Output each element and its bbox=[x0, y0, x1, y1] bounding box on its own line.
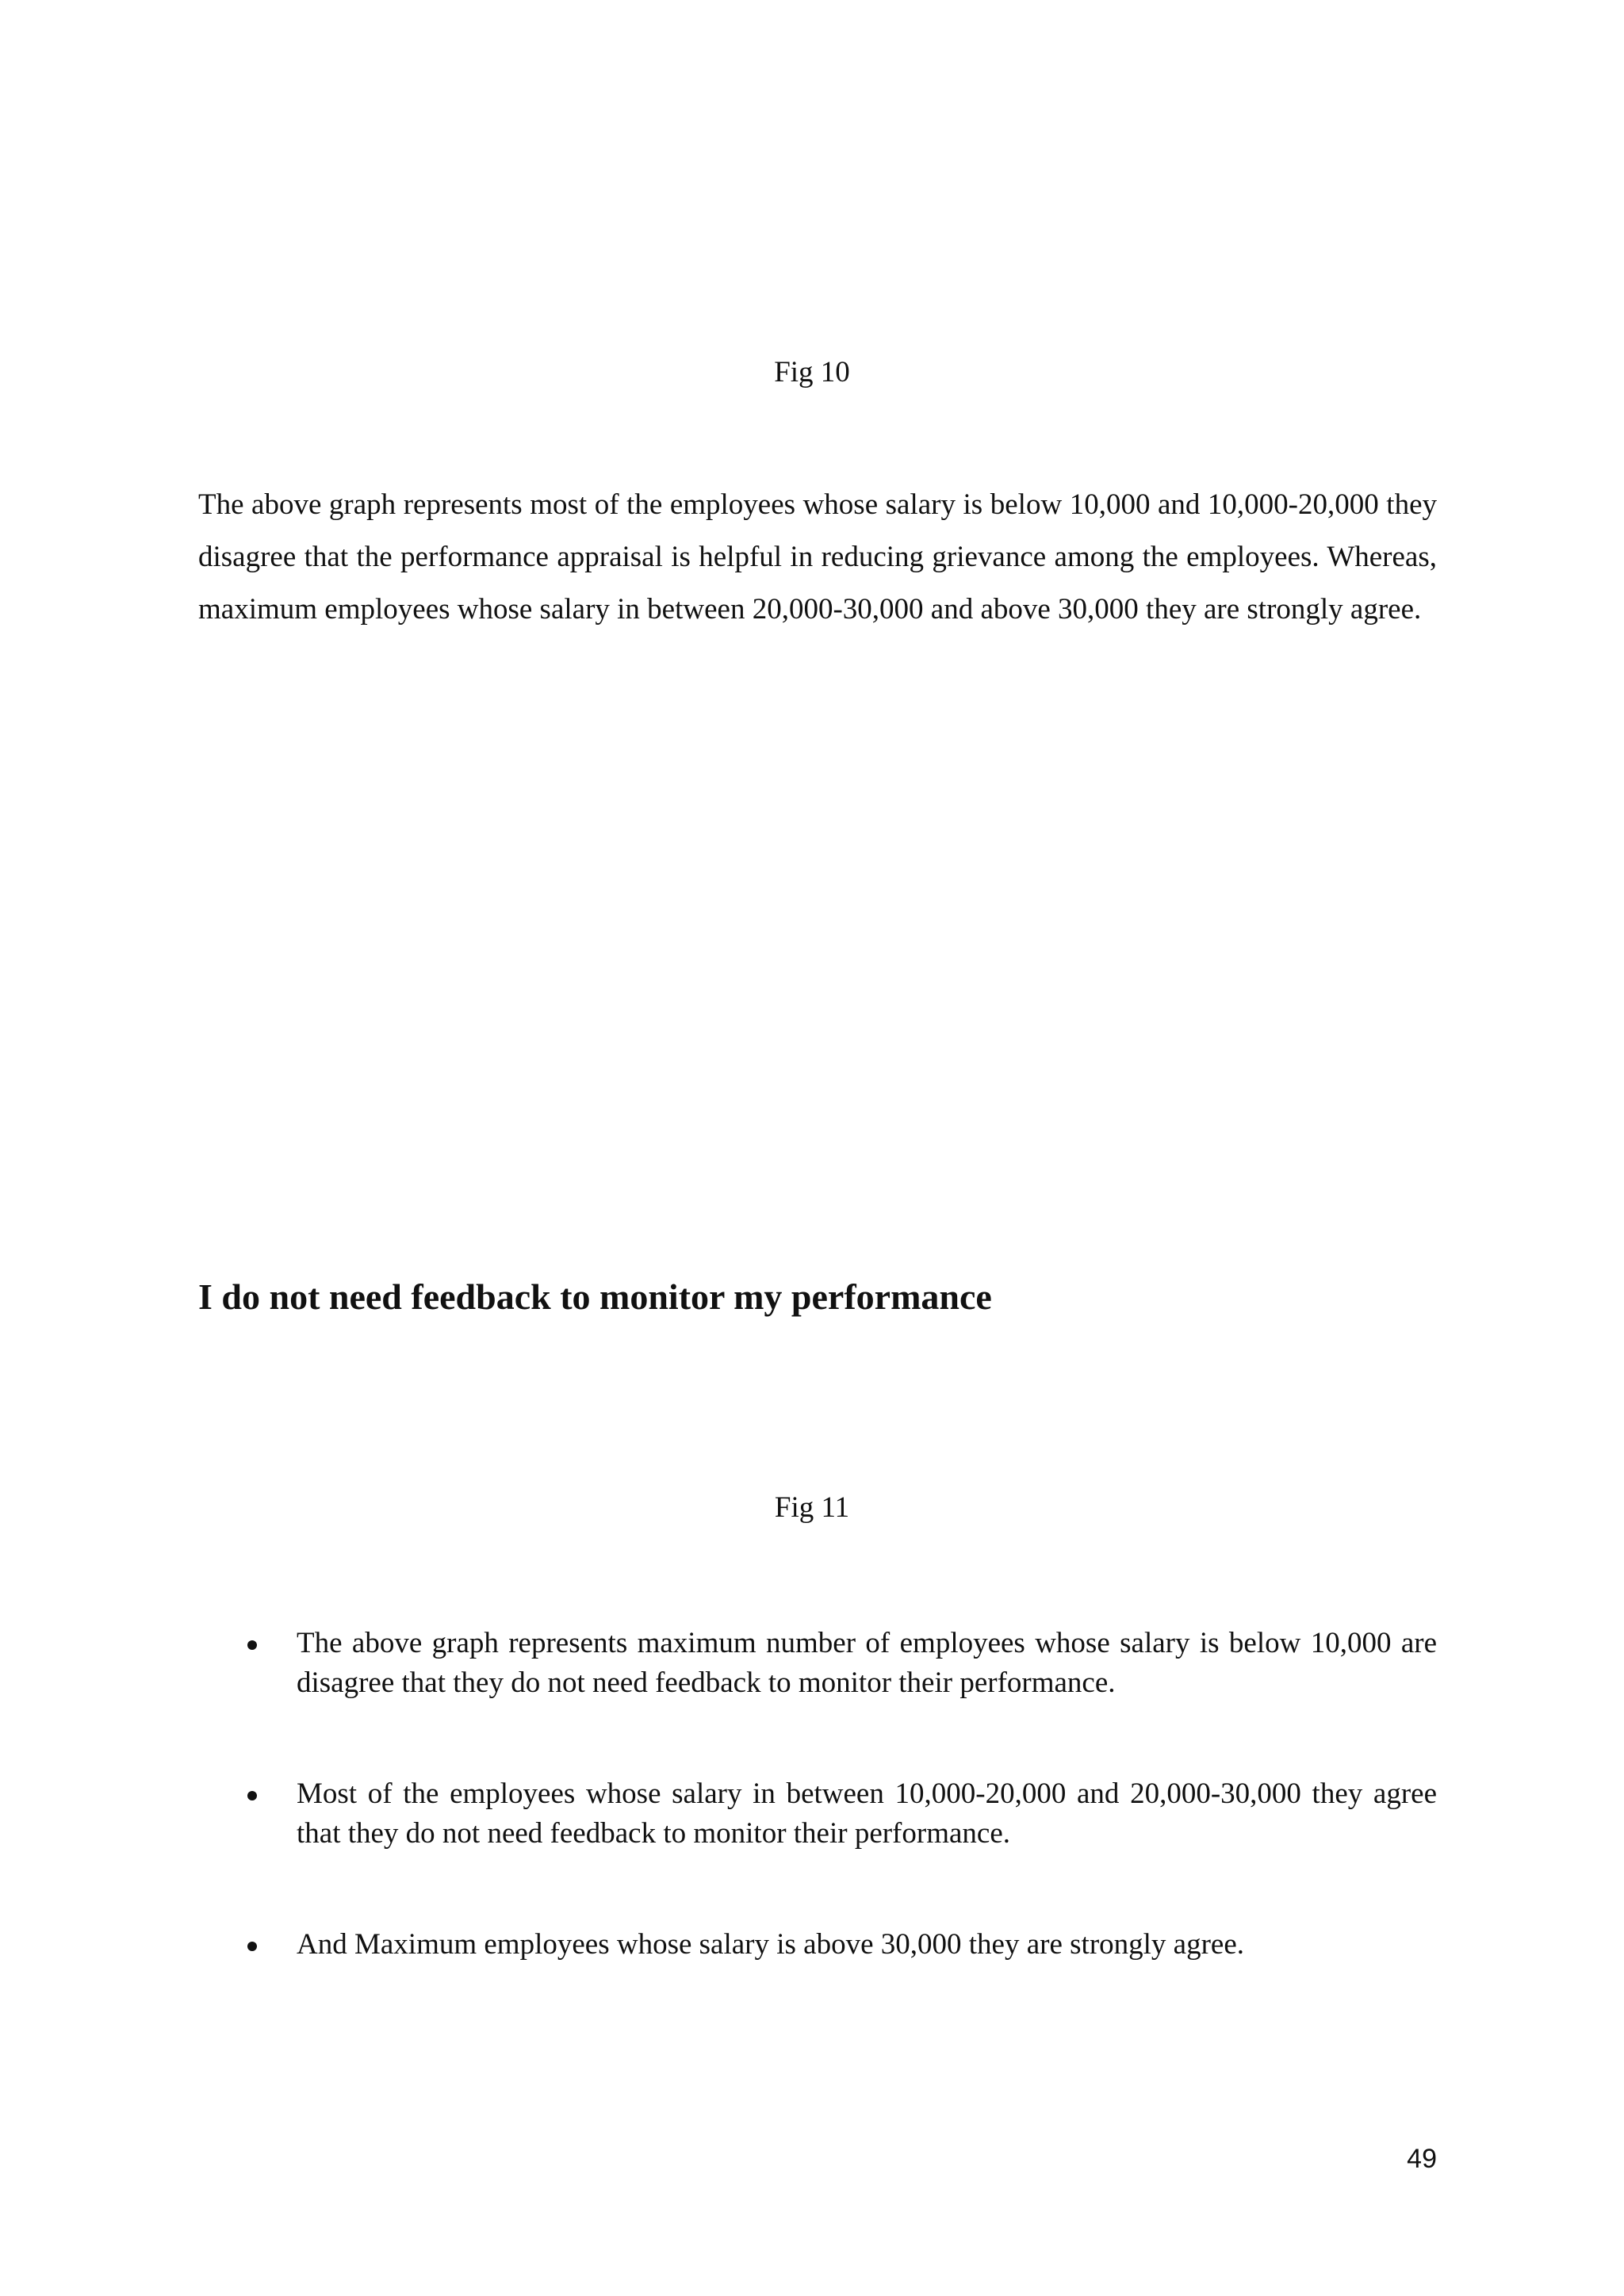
section-heading: I do not need feedback to monitor my performance bbox=[198, 1276, 992, 1317]
bullet-icon bbox=[247, 1942, 257, 1951]
bullet-icon bbox=[247, 1791, 257, 1800]
figure-caption-fig10: Fig 10 bbox=[774, 356, 850, 388]
list-item-text: The above graph represents maximum number of employees whose salary is below 10,000 are disagree that they do not need feedback to monitor their performance. bbox=[297, 1627, 1437, 1699]
fig11-bullet-list bbox=[238, 1624, 1437, 2036]
fig10-description-paragraph: The above graph represents most of the employees whose salary is below 10,000 and 10,000-20,000 they disagree that the performance appraisal is helpful in reducing grievance among the employees. Whereas, maximum employees whose salary in between 20,000-30,000 and above 30,000 they are strongly agree. bbox=[198, 488, 1437, 626]
list-item bbox=[238, 1624, 1437, 1703]
bullet-icon bbox=[247, 1640, 257, 1650]
list-item-text: Most of the employees whose salary in between 10,000-20,000 and 20,000-30,000 they agree that they do not need feedback to monitor their performance. bbox=[297, 1777, 1437, 1850]
list-item-text: And Maximum employees whose salary is above 30,000 they are strongly agree. bbox=[297, 1928, 1245, 1961]
list-item bbox=[238, 1925, 1437, 1965]
page-number: 49 bbox=[1407, 2144, 1437, 2174]
list-item bbox=[238, 1774, 1437, 1854]
figure-caption-fig11: Fig 11 bbox=[774, 1491, 850, 1524]
